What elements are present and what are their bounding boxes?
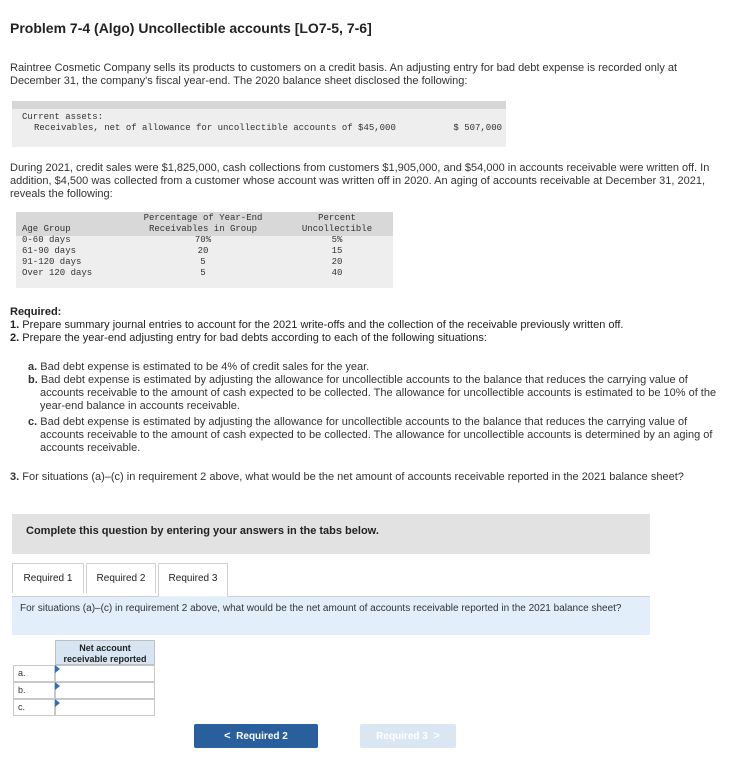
req2-text: Prepare the year-end adjusting entry for bad debts according to each of the following situations:: [22, 332, 487, 344]
aging-row-uncol: 5%: [331, 235, 343, 245]
prev-required-button[interactable]: [194, 724, 318, 748]
requirements: [10, 306, 730, 345]
req1-text: Prepare summary journal entries to account for the 2021 write-offs and the collection of the receivable previously written off.: [22, 319, 624, 331]
situation-c-label: c.: [28, 416, 38, 428]
col-age-header: Age Group: [22, 224, 71, 234]
req3-number: 3.: [10, 471, 20, 483]
during-text: During 2021, credit sales were $1,825,000, cash collections from customers $1,905,000, and $54,000 in accounts receivable were written off. In addition, $4,500 was collected from a customer whose account was written off in 2020. An aging of accounts receivable at December 31, 2021, reveals the following:: [10, 162, 710, 200]
aging-row-group: 91-120 days: [22, 257, 82, 267]
answer-column-header: Net account receivable reported: [55, 640, 155, 665]
req3: [10, 471, 728, 484]
question-text: For situations (a)–(c) in requirement 2 above, what would be the net amount of accounts receivable reported in the 2021 balance sheet?: [20, 603, 622, 614]
prev-button-label: Required 2: [236, 731, 288, 742]
answer-input-b[interactable]: [55, 682, 155, 699]
complete-question-text: Complete this question by entering your answers in the tabs below.: [26, 525, 379, 537]
situation-b-label: b.: [28, 374, 38, 386]
col-pct-header-2: Receivables in Group: [148, 224, 258, 234]
answer-row-label: b.: [13, 682, 55, 699]
next-required-button[interactable]: [360, 724, 456, 748]
answer-input-a[interactable]: [55, 665, 155, 682]
receivables-line: Receivables, net of allowance for uncollectible accounts of $45,000: [34, 123, 396, 133]
answer-row-c: [13, 699, 155, 716]
aging-row-uncol: 40: [331, 268, 343, 278]
aging-row-group: Over 120 days: [22, 268, 93, 278]
balance-sheet-box: [12, 101, 506, 147]
aging-row-uncol: 15: [331, 246, 343, 256]
answer-row-a: [13, 665, 155, 682]
problem-title: Problem 7-4 (Algo) Uncollectible accounts [LO7-5, 7-6]: [10, 20, 372, 36]
input-flag-icon: [55, 699, 60, 707]
input-flag-icon: [55, 682, 60, 690]
req1-number: 1.: [10, 319, 20, 331]
aging-row-group: 0-60 days: [22, 235, 71, 245]
receivables-amount: $ 507,000: [453, 123, 502, 133]
answer-row-label: c.: [13, 699, 55, 716]
aging-row-pct: 70%: [194, 235, 212, 245]
req2-number: 2.: [10, 332, 20, 344]
situation-c: [28, 416, 718, 455]
col-uncol-header-1: Percent: [318, 213, 356, 223]
req3-text: For situations (a)–(c) in requirement 2 above, what would be the net amount of accounts receivable reported in the 2021 balance sheet?: [22, 471, 684, 483]
col-pct-header-1: Percentage of Year-End: [143, 213, 263, 223]
aging-row-pct: 20: [197, 246, 209, 256]
aging-row-group: 61-90 days: [22, 246, 77, 256]
col-uncol-header-2: Uncollectible: [301, 224, 373, 234]
answer-input-c[interactable]: [55, 699, 155, 716]
aging-table: [16, 212, 393, 288]
answer-row-label: a.: [13, 665, 55, 682]
aging-row-uncol: 20: [331, 257, 343, 267]
situation-c-text: Bad debt expense is estimated by adjusting the allowance for uncollectible accounts to the balance that reduces the carrying value of accounts receivable to the amount of cash expected to be collected. The allowance for uncollectible accounts is determined by an aging of accounts receivable.: [40, 416, 713, 454]
answer-row-b: [13, 682, 155, 699]
tab-required-1[interactable]: Required 1: [12, 563, 84, 593]
complete-question-bar: [12, 514, 650, 554]
input-flag-icon: [55, 665, 60, 673]
tab-required-3[interactable]: Required 3: [158, 563, 228, 597]
situation-a: [28, 361, 718, 374]
situation-b: [28, 374, 718, 413]
aging-row-pct: 5: [200, 268, 206, 278]
current-assets-heading: Current assets:: [22, 112, 104, 122]
aging-row-pct: 5: [200, 257, 206, 267]
chevron-right-icon: >: [433, 730, 440, 742]
question-prompt: [12, 596, 650, 635]
chevron-left-icon: <: [224, 730, 231, 742]
situation-a-text: Bad debt expense is estimated to be 4% of credit sales for the year.: [40, 361, 370, 373]
required-label: Required:: [10, 306, 62, 318]
next-button-label: Required 3: [376, 731, 428, 742]
tab-required-2[interactable]: Required 2: [86, 563, 156, 593]
situation-b-text: Bad debt expense is estimated by adjusting the allowance for uncollectible accounts to the balance that reduces the carrying value of accounts receivable to the amount of cash expected to be collected. The allowance for uncollectible accounts is estimated to be 10% of the year-end balance in accounts receivable.: [40, 374, 717, 412]
intro-text: Raintree Cosmetic Company sells its products to customers on a credit basis. An adjusting entry for bad debt expense is recorded only at December 31, the company's fiscal year-end. The 2020 balance sheet disclosed the following:: [10, 62, 678, 87]
situation-a-label: a.: [28, 361, 38, 373]
